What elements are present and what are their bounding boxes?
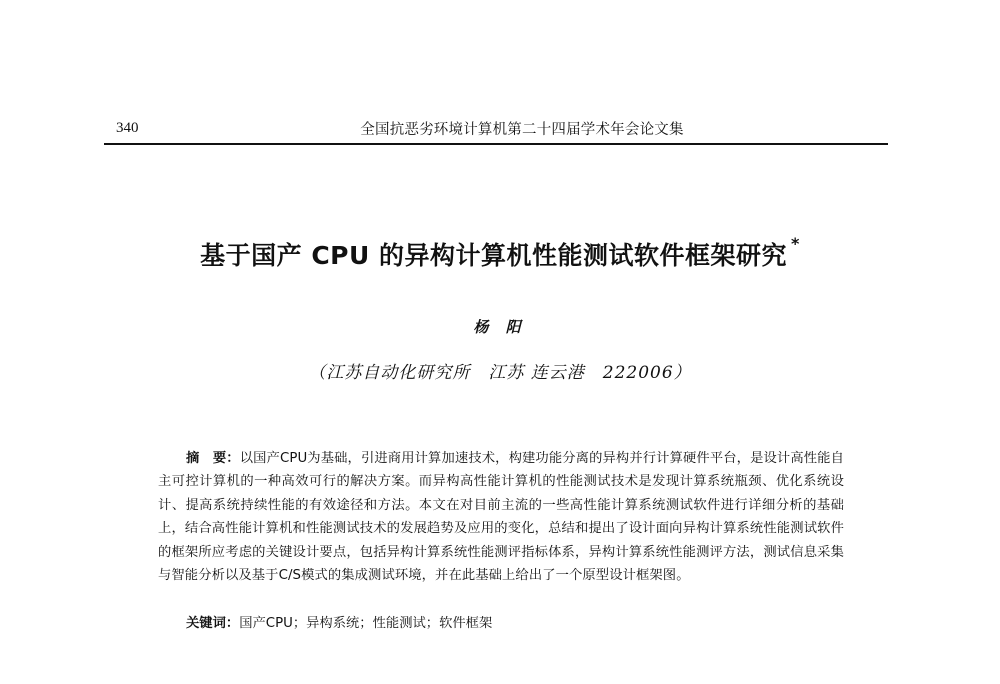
header-rule (104, 143, 888, 145)
title-footnote-mark: * (791, 233, 800, 253)
page-number: 340 (116, 120, 139, 136)
abstract (158, 447, 844, 587)
page-header (112, 116, 888, 140)
keywords-text: 国产CPU；异构系统；性能测试；软件框架 (239, 616, 493, 631)
paper-title (100, 233, 900, 272)
author: 杨 阳 (473, 318, 527, 336)
keywords-label: 关键词： (186, 616, 240, 631)
keywords (158, 612, 844, 635)
affiliation: （江苏自动化研究所 江苏 连云港 222006） (308, 363, 692, 383)
abstract-text: 以国产CPU为基础，引进商用计算加速技术，构建功能分离的异构并行计算硬件平台，是设计高性能自主可控计算机的一种高效可行的解决方案。而异构高性能计算机的性能测试技术是发现计算系统瓶颈、优化系统设计、提高系统持续性能的有效途径和方法。本文在对目前主流的一些高性能计算系统测试软件进行详细分析的基础上，结合高性能计算机和性能测试技术的发展趋势及应用的变化，总结和提出了设计面向异构计算系统性能测试软件的框架所应考虑的关键设计要点，包括异构计算系统性能测评指标体系，异构计算系统性能测评方法，测试信息采集与智能分析以及基于C/S模式的集成测试环境，并在此基础上给出了一个原型设计框架图。 (158, 451, 845, 584)
paper-title-text: 基于国产 CPU 的异构计算机性能测试软件框架研究 (200, 241, 787, 270)
abstract-label: 摘 要： (186, 451, 240, 466)
running-title: 全国抗恶劣环境计算机第二十四届学术年会论文集 (360, 122, 684, 138)
